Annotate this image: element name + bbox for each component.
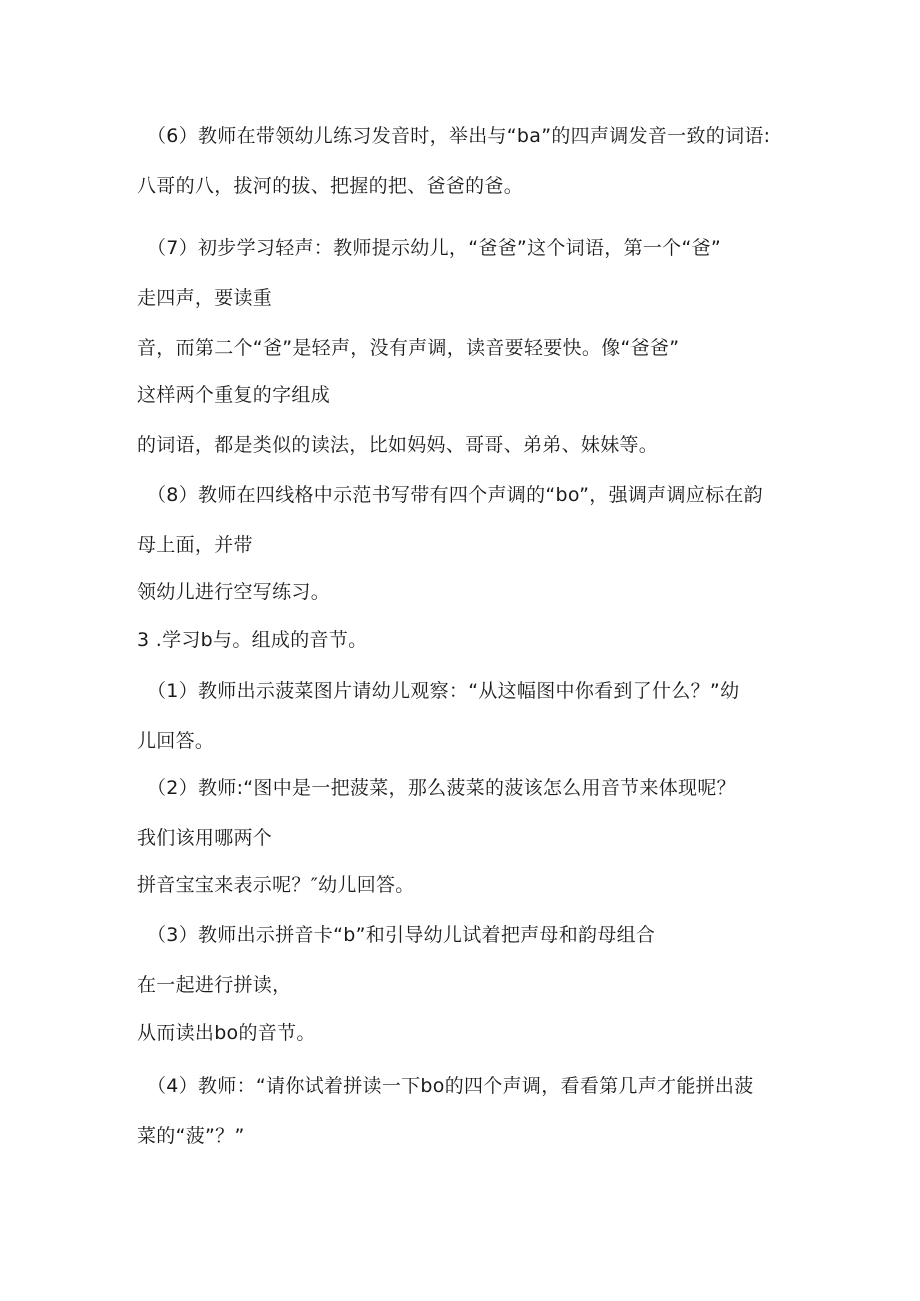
paragraph-line: 这样两个重复的字组成 — [137, 384, 331, 406]
paragraph-line: 走四声，要读重 — [137, 287, 273, 309]
paragraph-line: 从而读出bo的音节。 — [137, 1022, 316, 1044]
paragraph-line: （4）教师：“请你试着拼读一下bo的四个声调，看看第几声才能拼出菠 — [147, 1075, 754, 1097]
paragraph-line: 母上面，并带 — [137, 534, 253, 556]
paragraph-line: 音，而第二个“爸”是轻声，没有声调，读音要轻要快。像“爸爸” — [137, 337, 680, 359]
paragraph-line: （1）教师出示菠菜图片请幼儿观察：“从这幅图中你看到了什么？”幼 — [147, 680, 740, 702]
paragraph-line: （7）初步学习轻声：教师提示幼儿，“爸爸”这个词语，第一个“爸” — [147, 237, 722, 259]
paragraph-line: 在一起进行拼读， — [137, 974, 292, 996]
paragraph-line: 菜的“菠”？” — [137, 1125, 245, 1147]
paragraph-line: 儿回答。 — [137, 730, 215, 752]
paragraph-line: （2）教师:“图中是一把菠菜，那么菠菜的菠该怎么用音节来体现呢？ — [147, 777, 736, 799]
paragraph-line: （8）教师在四线格中示范书写带有四个声调的“bo”，强调声调应标在韵 — [147, 484, 763, 506]
section-heading: 3 .学习b与。组成的音节。 — [137, 629, 368, 651]
paragraph-line: （6）教师在带领幼儿练习发音时，举出与“ba”的四声调发音一致的词语: — [147, 125, 771, 147]
paragraph-line: （3）教师出示拼音卡“b”和引导幼儿试着把声母和韵母组合 — [147, 924, 656, 946]
paragraph-line: 拼音宝宝来表示呢？″幼儿回答。 — [137, 874, 415, 896]
paragraph-line: 八哥的八，拔河的拔、把握的把、爸爸的爸。 — [137, 175, 524, 197]
paragraph-line: 领幼儿进行空写练习。 — [137, 581, 331, 603]
paragraph-line: 的词语，都是类似的读法，比如妈妈、哥哥、弟弟、妹妹等。 — [137, 434, 659, 456]
paragraph-line: 我们该用哪两个 — [137, 827, 273, 849]
